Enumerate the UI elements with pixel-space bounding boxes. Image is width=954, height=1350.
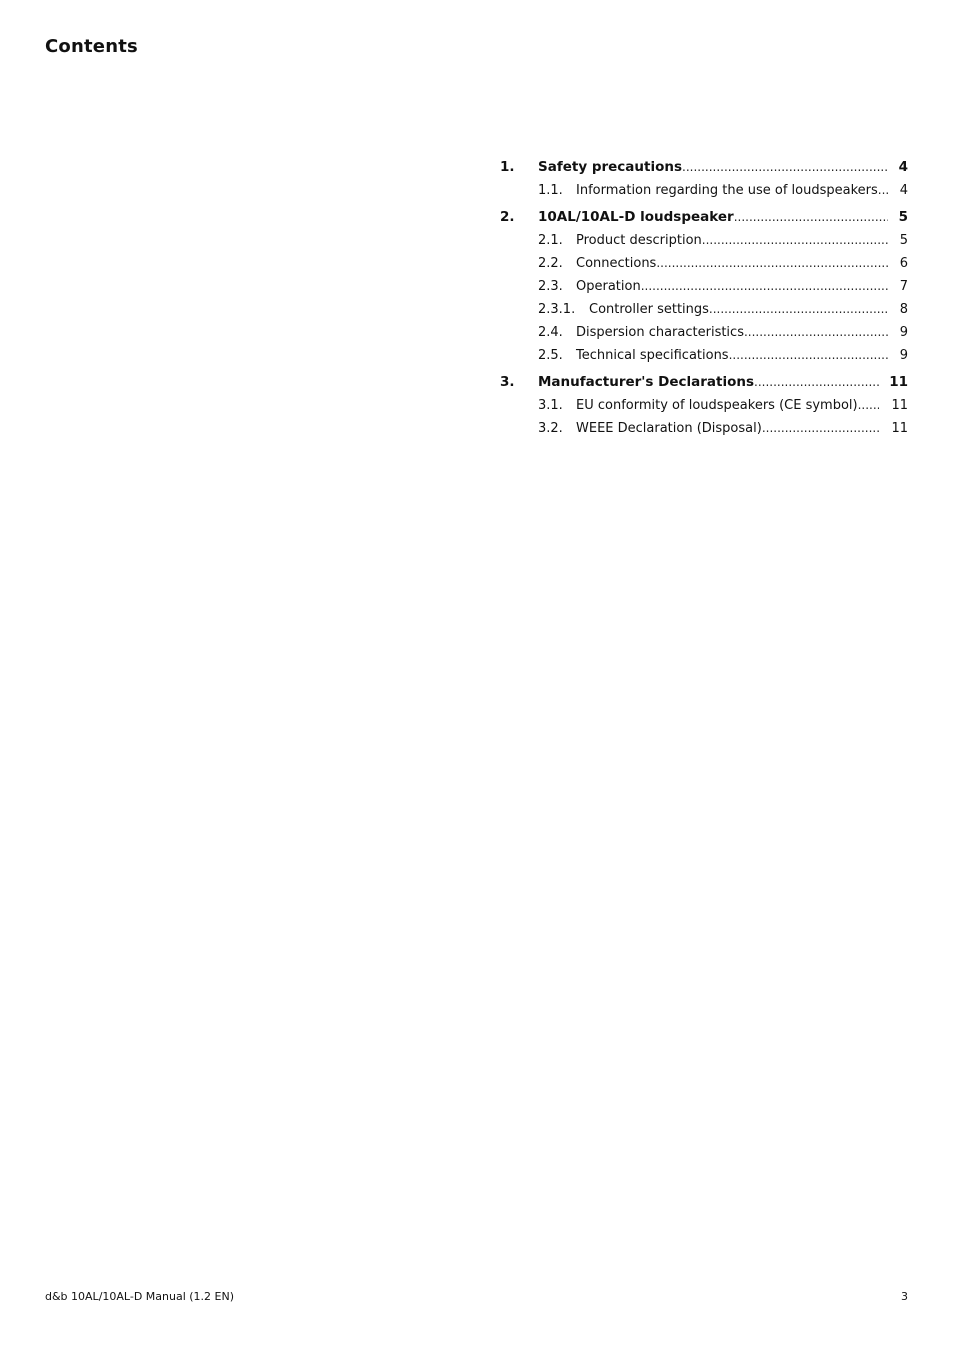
toc-title: Product description [576, 233, 702, 248]
toc-number: 2.5. [538, 348, 563, 363]
dot-leader [682, 155, 888, 179]
footer-document-title: d&b 10AL/10AL-D Manual (1.2 EN) [45, 1290, 235, 1303]
toc-title: Operation [576, 279, 641, 294]
toc-page-number: 9 [899, 325, 908, 340]
toc-entry-information-loudspeakers[interactable] [500, 179, 908, 202]
dot-leader [702, 229, 888, 251]
dot-leader [729, 344, 888, 366]
toc-entry-dispersion-characteristics[interactable] [500, 321, 908, 344]
toc-entry-controller-settings[interactable] [500, 298, 908, 321]
toc-number: 2.3.1. [538, 302, 576, 317]
toc-page-number: 7 [899, 279, 908, 294]
dot-leader [754, 370, 879, 394]
toc-page-number: 11 [891, 398, 908, 413]
toc-entry-loudspeaker[interactable] [500, 205, 908, 229]
dot-leader [709, 298, 888, 320]
toc-title: Information regarding the use of loudspeakers [576, 183, 878, 198]
toc-title: Connections [576, 256, 657, 271]
toc-page-number: 11 [891, 421, 908, 436]
toc-page-number: 11 [889, 374, 908, 390]
toc-title: Manufacturer's Declarations [538, 374, 755, 390]
dot-leader [878, 179, 888, 201]
toc-entry-manufacturers-declarations[interactable] [500, 370, 908, 394]
toc-number: 2. [500, 209, 515, 225]
toc-page-number: 5 [899, 233, 908, 248]
toc-title: 10AL/10AL-D loudspeaker [538, 209, 734, 225]
toc-number: 1.1. [538, 183, 563, 198]
toc-title: WEEE Declaration (Disposal) [576, 421, 762, 436]
toc-number: 3. [500, 374, 515, 390]
dot-leader [734, 205, 888, 229]
toc-page-number: 4 [898, 159, 908, 175]
dot-leader [641, 275, 888, 297]
toc-page-number: 9 [899, 348, 908, 363]
dot-leader [762, 417, 879, 439]
toc-title: Controller settings [589, 302, 709, 317]
toc-number: 1. [500, 159, 515, 175]
toc-number: 2.2. [538, 256, 563, 271]
toc-number: 2.4. [538, 325, 563, 340]
toc-number: 3.2. [538, 421, 563, 436]
toc-title: Safety precautions [538, 159, 683, 175]
toc-entry-connections[interactable] [500, 252, 908, 275]
toc-title: Dispersion characteristics [576, 325, 744, 340]
toc-page-number: 8 [899, 302, 908, 317]
toc-title: Technical specifications [576, 348, 729, 363]
toc-entry-safety-precautions[interactable] [500, 155, 908, 179]
dot-leader [744, 321, 888, 343]
footer-page-number: 3 [901, 1290, 908, 1303]
toc-entry-operation[interactable] [500, 275, 908, 298]
toc-page-number: 5 [898, 209, 908, 225]
toc-page-number: 6 [899, 256, 908, 271]
toc-number: 2.1. [538, 233, 563, 248]
toc-number: 2.3. [538, 279, 563, 294]
table-of-contents [500, 155, 908, 440]
toc-entry-eu-conformity[interactable] [500, 394, 908, 417]
page-title: Contents [45, 36, 138, 57]
dot-leader [656, 252, 888, 274]
toc-entry-product-description[interactable] [500, 229, 908, 252]
toc-page-number: 4 [899, 183, 908, 198]
toc-number: 3.1. [538, 398, 563, 413]
dot-leader [858, 394, 879, 416]
toc-entry-weee-declaration[interactable] [500, 417, 908, 440]
toc-title: EU conformity of loudspeakers (CE symbol) [576, 398, 858, 413]
toc-entry-technical-specifications[interactable] [500, 344, 908, 367]
